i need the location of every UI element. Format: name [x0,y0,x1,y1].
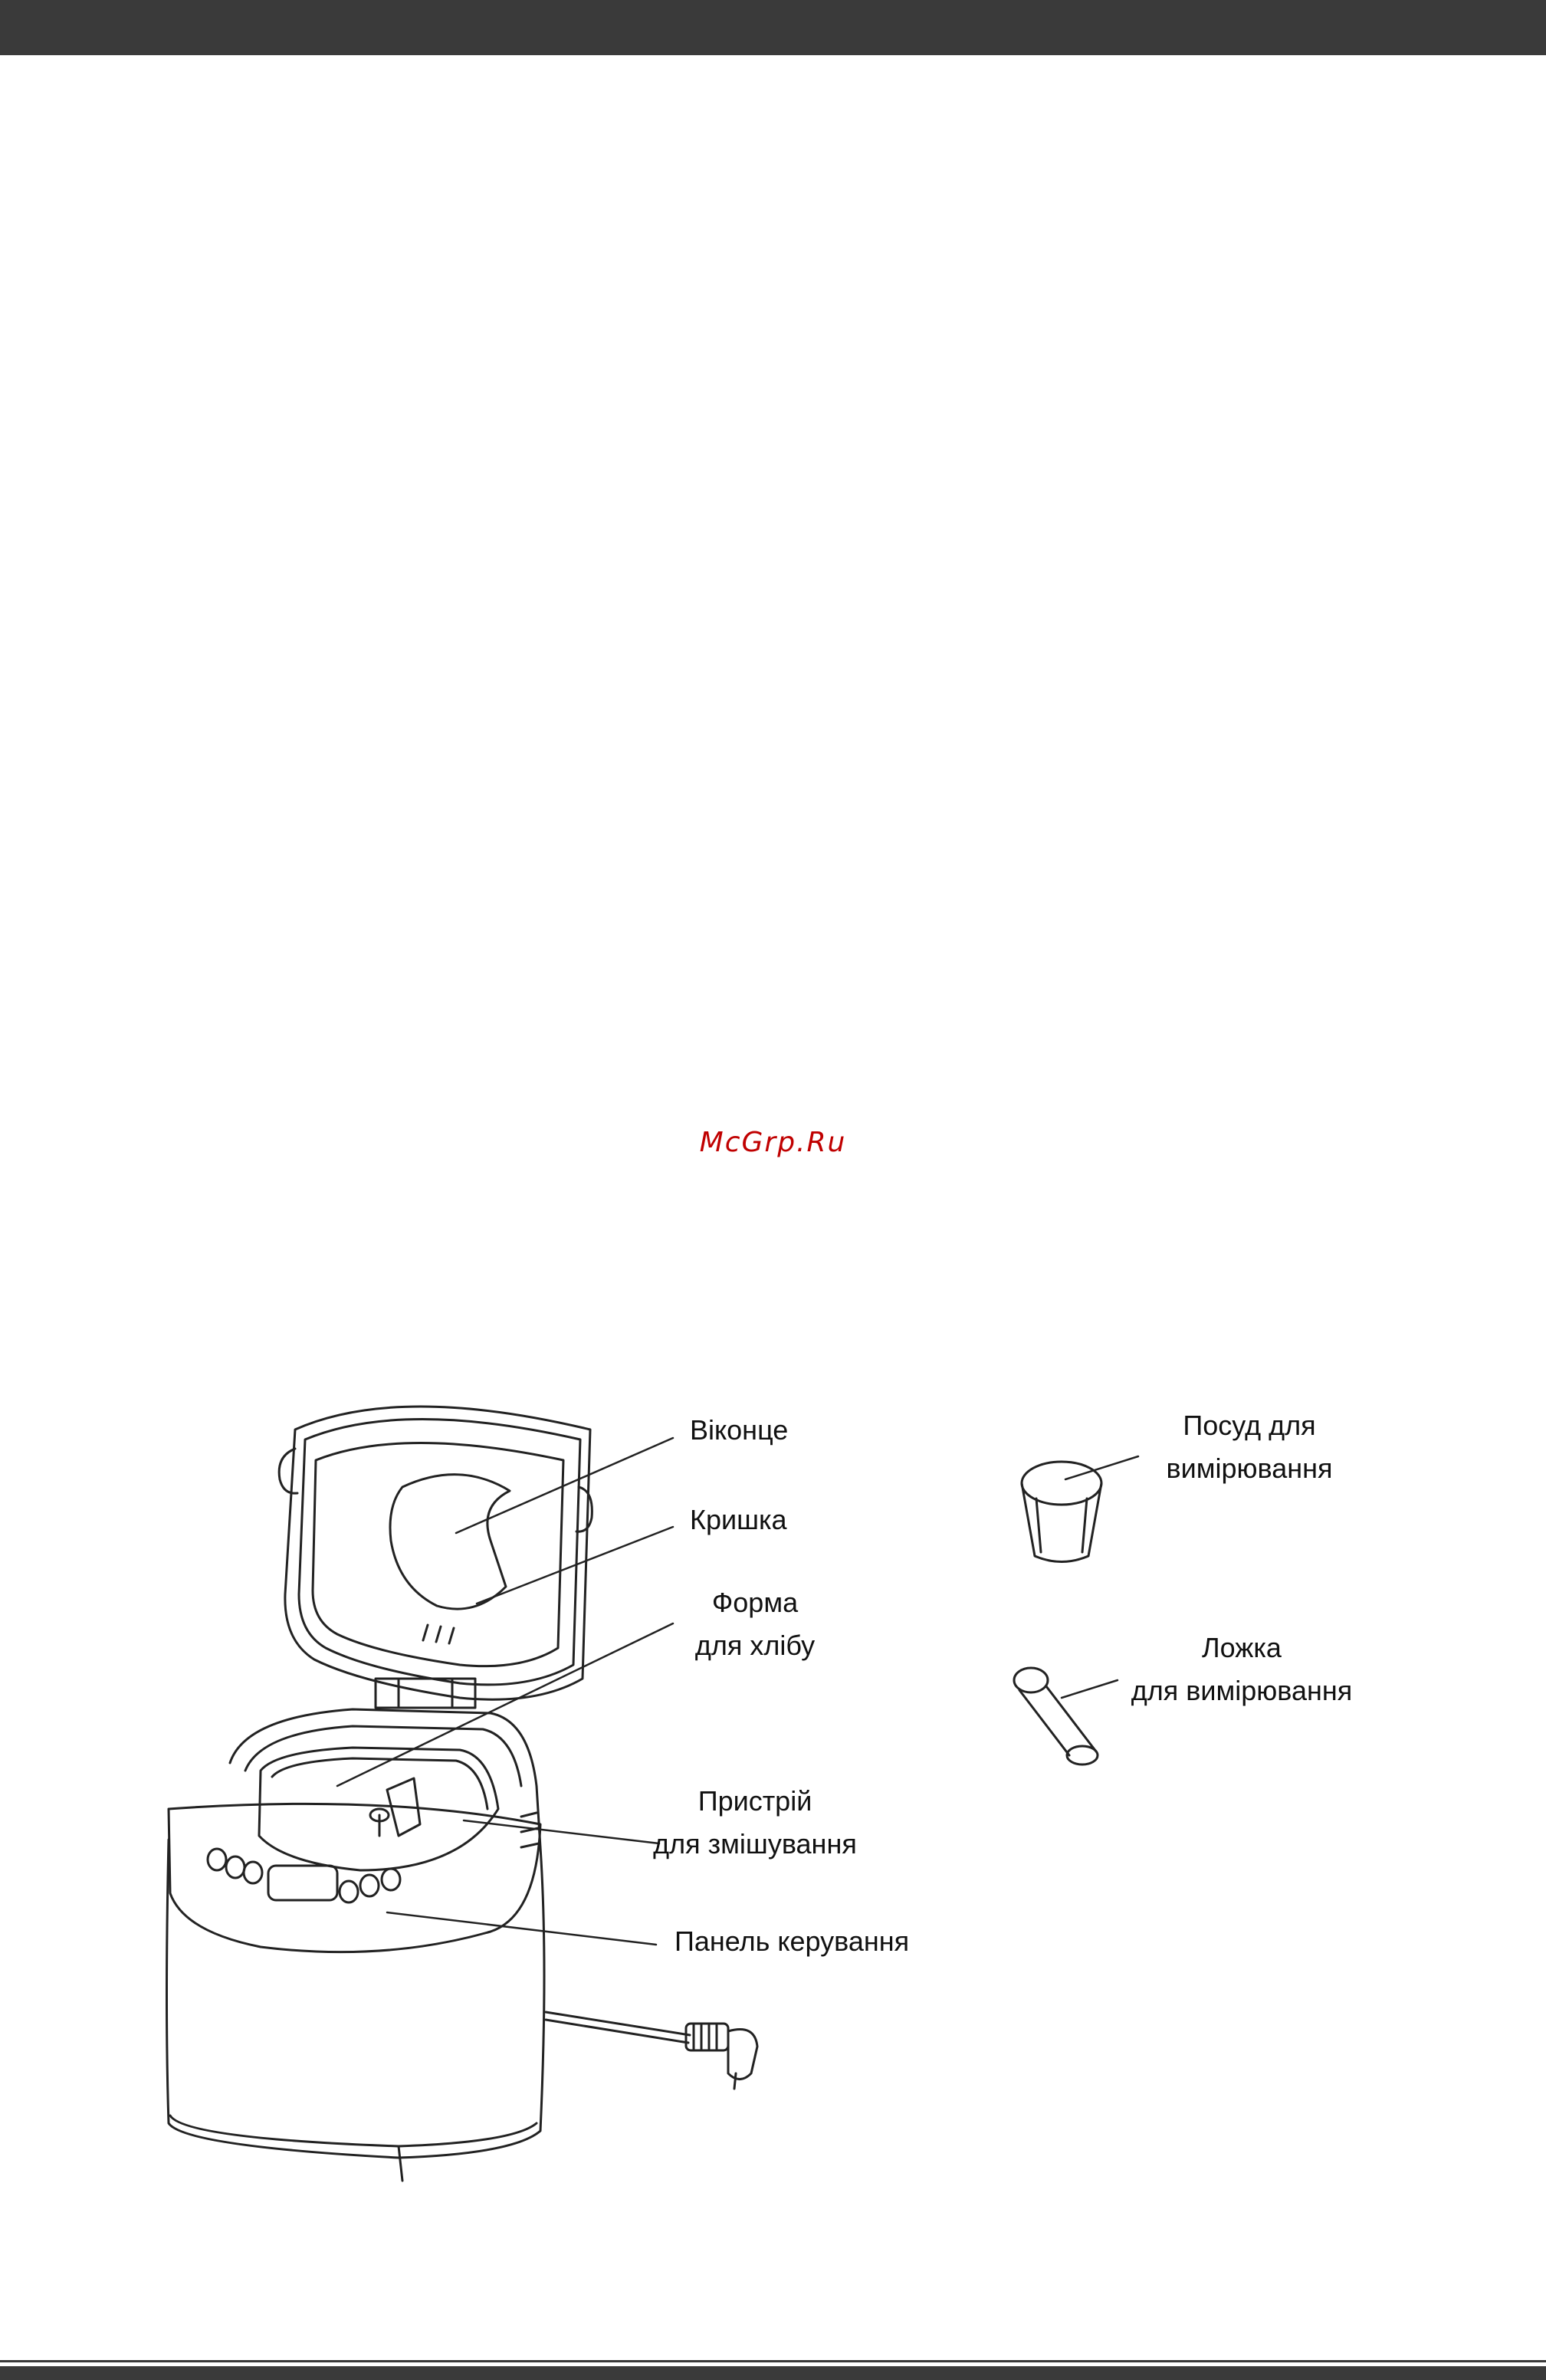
measuring-cup-illustration [1022,1462,1101,1562]
label-measuring-cup [1134,1404,1364,1490]
label-measuring-cup-line1: Посуд для [1183,1410,1316,1441]
label-window: Віконце [690,1414,789,1446]
label-measuring-cup-line2: вимірювання [1166,1453,1333,1484]
label-control-panel: Панель керування [675,1925,910,1957]
viewing-window [390,1475,510,1609]
label-kneader [629,1780,881,1866]
label-kneader-line2: для змішування [653,1828,857,1860]
watermark: McGrp.Ru [699,1127,847,1158]
footer-bar [0,2366,1546,2380]
label-bread-pan [675,1581,835,1667]
label-bread-pan-line2: для хлібу [694,1630,816,1661]
measuring-spoon-illustration [1014,1668,1098,1764]
label-measuring-spoon-line2: для вимірювання [1131,1675,1353,1706]
lid-illustration [279,1407,592,1708]
label-measuring-spoon-line1: Ложка [1202,1632,1282,1663]
label-measuring-spoon [1111,1627,1372,1712]
footer-rule [0,2360,1546,2362]
label-kneader-line1: Пристрій [698,1785,812,1817]
label-lid: Кришка [690,1504,787,1535]
label-bread-pan-line1: Форма [711,1587,799,1618]
